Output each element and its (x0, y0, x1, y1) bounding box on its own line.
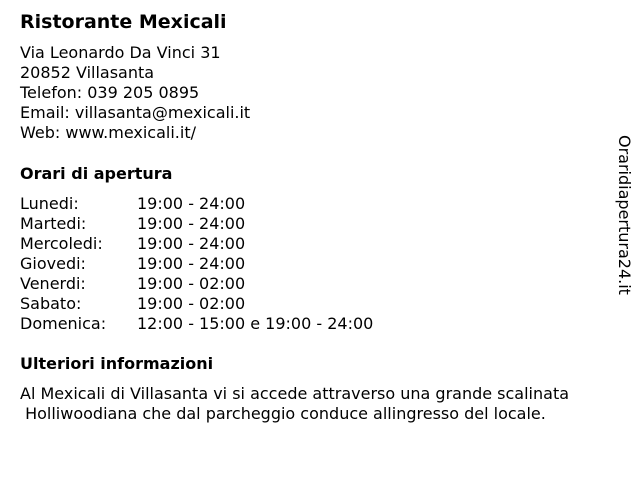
site-watermark: Oraridiapertura24.it (615, 135, 634, 295)
info-line-2: Holliwoodiana che dal parcheggio conduce allingresso del locale. (20, 404, 546, 423)
time-value: 19:00 - 24:00 (137, 234, 246, 253)
time-value: 19:00 - 24:00 (137, 254, 246, 273)
info-line-1: Al Mexicali di Villasanta vi si accede attraverso una grande scalinata (20, 384, 570, 403)
contact-block (20, 43, 250, 143)
email-address: Email: villasanta@mexicali.it (20, 103, 251, 122)
day-label: Lunedi: (20, 194, 79, 213)
time-value: 19:00 - 24:00 (137, 194, 246, 213)
day-label: Mercoledi: (20, 234, 103, 253)
phone-number: Telefon: 039 205 0895 (20, 83, 200, 102)
restaurant-name: Ristorante Mexicali (20, 11, 227, 33)
time-value: 19:00 - 02:00 (137, 274, 246, 293)
address-city: 20852 Villasanta (20, 63, 155, 82)
further-info-text (20, 384, 569, 424)
day-label: Sabato: (20, 294, 82, 313)
day-label: Domenica: (20, 314, 107, 333)
time-value: 19:00 - 24:00 (137, 214, 246, 233)
further-info-heading: Ulteriori informazioni (20, 354, 214, 373)
website: Web: www.mexicali.it/ (20, 123, 196, 142)
day-label: Martedi: (20, 214, 87, 233)
time-value: 19:00 - 02:00 (137, 294, 246, 313)
address-street: Via Leonardo Da Vinci 31 (20, 43, 221, 62)
opening-hours-heading: Orari di apertura (20, 164, 173, 183)
day-label: Giovedi: (20, 254, 86, 273)
day-label: Venerdi: (20, 274, 86, 293)
time-value: 12:00 - 15:00 e 19:00 - 24:00 (137, 314, 374, 333)
